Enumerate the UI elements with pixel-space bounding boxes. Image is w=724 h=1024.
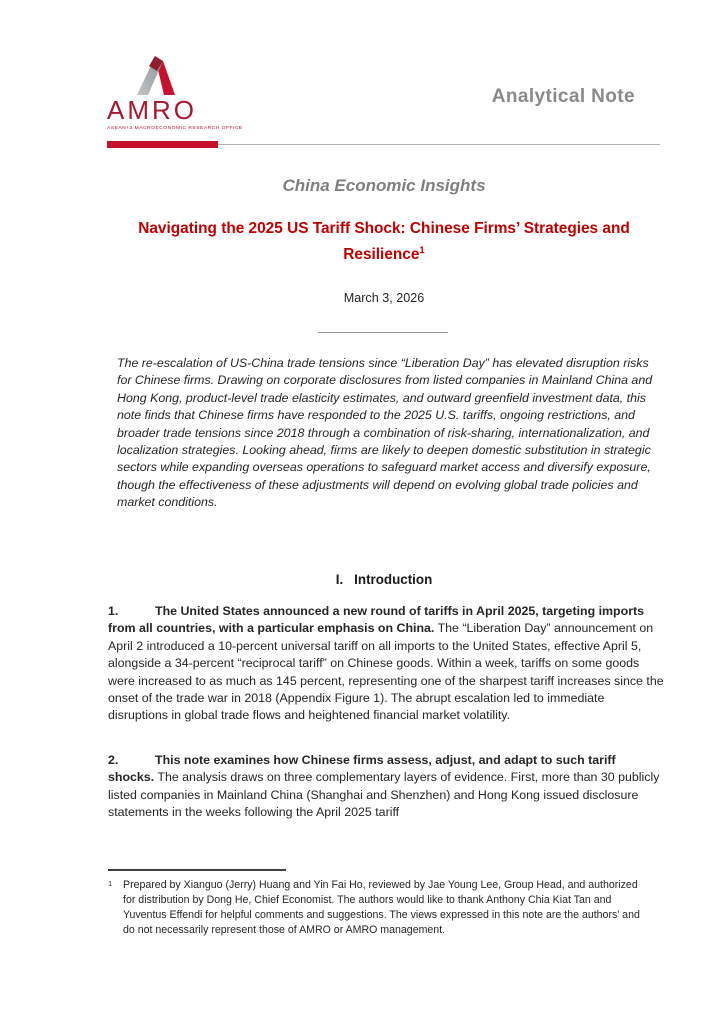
- publication-date: March 3, 2026: [343, 291, 425, 305]
- footnote-block: [108, 869, 653, 938]
- title-footnote-ref: 1: [419, 245, 425, 256]
- section-heading-introduction: [107, 572, 661, 587]
- amro-wordmark: AMRO: [107, 95, 197, 125]
- header-rule-gray-line: [218, 144, 660, 145]
- section-number: I.: [335, 572, 344, 587]
- amro-logo-icon: [137, 53, 175, 95]
- paragraph-1-lead: The United States announced a new round of tariffs in April 2025, targeting imports from all countries, with a particular emphasis on China.: [108, 604, 645, 636]
- paragraph-1-number: 1.: [108, 604, 119, 618]
- paragraph-2-body: The analysis draws on three complementary layers of evidence. First, more than 30 publicly listed companies in Mainland China (Shanghai and Shenzhen) and Hong Kong issued disclosure statements in the weeks following the April 2025 tariff: [108, 770, 660, 820]
- series-title: China Economic Insights: [282, 176, 486, 195]
- header-rule-red-bar: [107, 141, 218, 148]
- abstract: The re-escalation of US-China trade tensions since “Liberation Day” has elevated disruption risks for Chinese firms. Drawing on corporate disclosures from listed companies in Mainland China and Hong Kong, product-level trade elasticity estimates, and outward greenfield investment data, this note finds that Chinese firms have responded to the 2025 U.S. tariffs, ongoing restrictions, and broader trade tensions since 2018 through a combination of risk-sharing, internationalization, and localization strategies. Looking ahead, firms are likely to deepen domestic substitution in strategic sectors while expanding overseas operations to safeguard market access and diversify exposure, though the effectiveness of these adjustments will depend on evolving global trade policies and market conditions.: [117, 356, 653, 510]
- footnote-1: [108, 878, 653, 938]
- section-title: Introduction: [354, 572, 433, 587]
- amro-logo: [107, 53, 243, 131]
- doc-type-label: Analytical Note: [491, 86, 635, 107]
- header-rule: [107, 141, 660, 148]
- paragraph-2-number: 2.: [108, 753, 119, 767]
- date-separator-rule: [318, 332, 448, 333]
- footnote-rule: [108, 869, 286, 871]
- main-title: [107, 218, 661, 266]
- paragraph-1: [108, 603, 664, 725]
- paragraph-2: [108, 752, 664, 822]
- main-title-text: Navigating the 2025 US Tariff Shock: Chinese Firms’ Strategies and Resilience: [138, 220, 630, 264]
- footnote-text: Prepared by Xianguo (Jerry) Huang and Yin Fai Ho, reviewed by Jae Young Lee, Group Head, and authorized for distribution by Dong He, Chief Economist. The authors would like to thank Anthony Chia Kiat Tan and Yuventus Effendi for helpful comments and suggestions. The views expressed in this note are the authors’ and do not necessarily represent those of AMRO or AMRO management.: [123, 879, 640, 936]
- amro-tagline: ASEAN+3 MACROECONOMIC RESEARCH OFFICE: [107, 126, 243, 131]
- paragraph-2-lead: This note examines how Chinese firms assess, adjust, and adapt to such tariff shocks.: [108, 753, 616, 785]
- paragraph-1-body: The “Liberation Day” announcement on April 2 introduced a 10-percent universal tariff on all imports to the United States, effective April 5, alongside a 34-percent “reciprocal tariff” on Chinese goods. Within a week, tariffs on some goods were increased to as much as 145 percent, representing one of the sharpest tariff increases since the onset of the trade war in 2018 (Appendix Figure 1). The abrupt escalation led to immediate disruptions in global trade flows and heightened financial market volatility.: [108, 621, 664, 723]
- footnote-marker: 1: [108, 879, 113, 888]
